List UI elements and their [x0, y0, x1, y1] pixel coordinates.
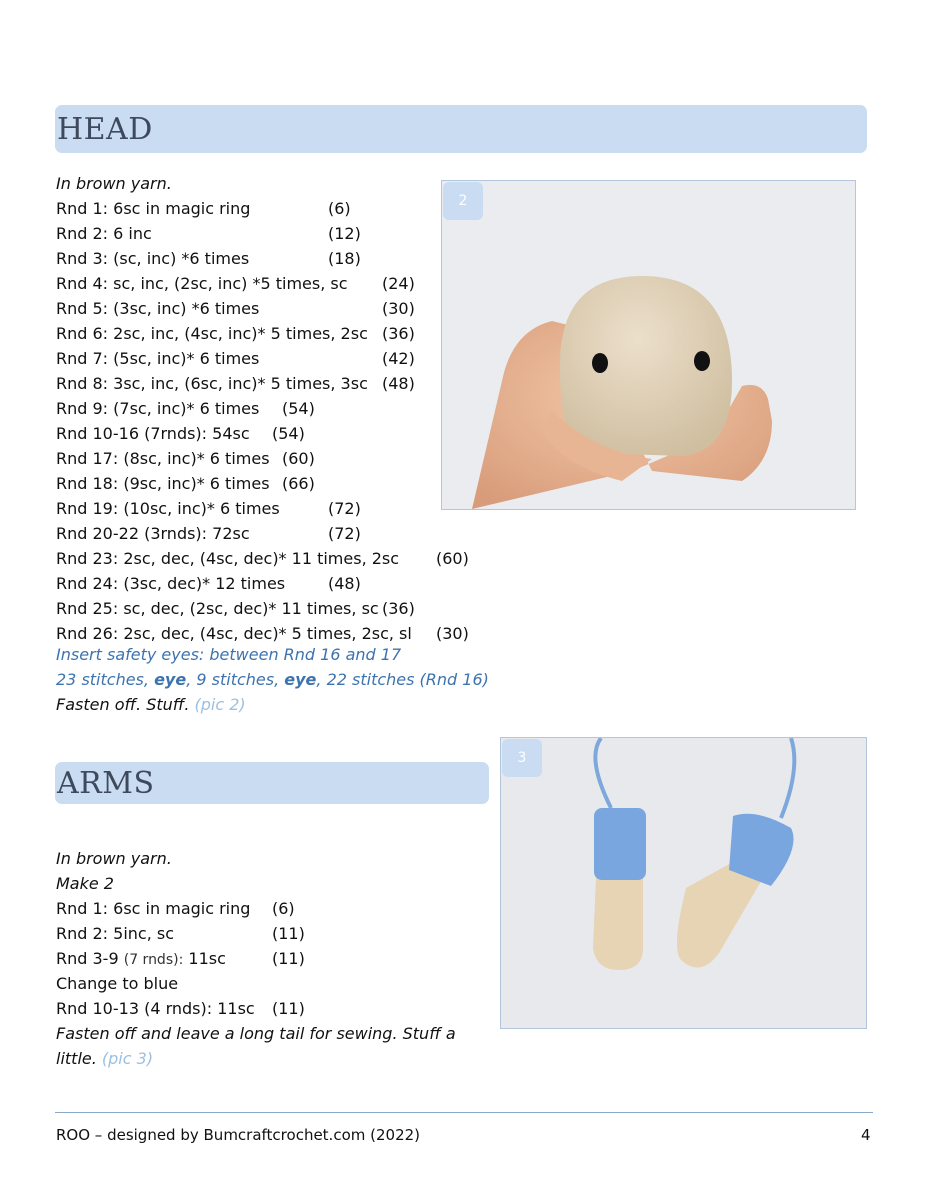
eyes-text-c: , 22 stitches (Rnd 16) — [316, 670, 489, 689]
row-count: (54) — [282, 399, 315, 418]
row-count: (30) — [436, 624, 469, 643]
row-count: (11) — [272, 999, 305, 1018]
row-text: Rnd 5: (3sc, inc) *6 times — [56, 299, 260, 318]
row-count: (6) — [272, 899, 295, 918]
row-text: Rnd 4: sc, inc, (2sc, inc) *5 times, sc — [56, 274, 348, 293]
head-title: HEAD — [57, 111, 153, 147]
row-text: Rnd 24: (3sc, dec)* 12 times — [56, 574, 286, 593]
arms-row — [56, 999, 305, 1019]
row-text: Rnd 3-9 — [56, 949, 119, 968]
arms-row — [56, 949, 305, 970]
eyes-instruction-1: Insert safety eyes: between Rnd 16 and 17 — [56, 645, 402, 664]
row-count: (54) — [272, 424, 305, 443]
pic-reference: (pic 2) — [194, 695, 246, 714]
eye-word: eye — [284, 670, 317, 689]
eyes-text-b: , 9 stitches, — [186, 670, 285, 689]
eye-word: eye — [154, 670, 187, 689]
footer-credit: ROO – designed by Bumcraftcrochet.com (2022) — [56, 1126, 421, 1144]
row-text: Rnd 8: 3sc, inc, (6sc, inc)* 5 times, 3sc — [56, 374, 368, 393]
arms-photo — [500, 737, 867, 1029]
row-text: Rnd 20-22 (3rnds): 72sc — [56, 524, 250, 543]
row-text: Rnd 6: 2sc, inc, (4sc, inc)* 5 times, 2sc — [56, 324, 368, 343]
arms-row — [56, 924, 305, 944]
row-text: 11sc — [188, 949, 226, 968]
row-text: Rnd 2: 6 inc — [56, 224, 152, 243]
row-count: (60) — [282, 449, 315, 468]
row-text: Rnd 19: (10sc, inc)* 6 times — [56, 499, 280, 518]
arms-fasten-2 — [56, 1049, 153, 1069]
arms-fasten-text: little. — [56, 1049, 97, 1068]
row-text: Rnd 25: sc, dec, (2sc, dec)* 11 times, sc — [56, 599, 379, 618]
photo-badge: 2 — [443, 182, 483, 220]
footer-divider — [55, 1112, 873, 1113]
row-text: Rnd 18: (9sc, inc)* 6 times — [56, 474, 270, 493]
arms-change-color: Change to blue — [56, 974, 179, 993]
arms-intro: In brown yarn. — [56, 849, 172, 868]
row-text: Rnd 9: (7sc, inc)* 6 times — [56, 399, 260, 418]
row-text: Rnd 10-13 (4 rnds): 11sc — [56, 999, 255, 1018]
eyes-text-a: 23 stitches, — [56, 670, 155, 689]
row-text: Rnd 17: (8sc, inc)* 6 times — [56, 449, 270, 468]
crochet-arms-image — [501, 738, 866, 1028]
row-text: Rnd 7: (5sc, inc)* 6 times — [56, 349, 260, 368]
row-count: (11) — [272, 949, 305, 968]
head-intro: In brown yarn. — [56, 174, 172, 193]
row-text: Rnd 1: 6sc in magic ring — [56, 199, 251, 218]
arms-fasten-1: Fasten off and leave a long tail for sewing. Stuff a — [56, 1024, 456, 1043]
row-count: (24) — [382, 274, 415, 293]
row-text: Rnd 2: 5inc, sc — [56, 924, 175, 943]
row-count: (42) — [382, 349, 415, 368]
row-count: (72) — [328, 524, 361, 543]
row-text: Rnd 10-16 (7rnds): 54sc — [56, 424, 250, 443]
arms-make: Make 2 — [56, 874, 114, 893]
row-note: (7 rnds): — [123, 952, 184, 968]
row-count: (12) — [328, 224, 361, 243]
row-text: Rnd 1: 6sc in magic ring — [56, 899, 251, 918]
head-photo — [441, 180, 856, 510]
row-count: (6) — [328, 199, 351, 218]
photo-badge: 3 — [502, 739, 542, 777]
row-count: (36) — [382, 599, 415, 618]
arms-instructions — [56, 0, 496, 1080]
head-fasten-text: Fasten off. Stuff. — [56, 695, 190, 714]
row-text: Rnd 26: 2sc, dec, (4sc, dec)* 5 times, 2sc, sl — [56, 624, 412, 643]
row-count: (18) — [328, 249, 361, 268]
row-count: (48) — [328, 574, 361, 593]
crochet-head-image — [442, 181, 855, 509]
row-count: (66) — [282, 474, 315, 493]
page-number: 4 — [861, 1126, 871, 1144]
row-text: Rnd 23: 2sc, dec, (4sc, dec)* 11 times, 2sc — [56, 549, 400, 568]
row-count: (72) — [328, 499, 361, 518]
arms-row — [56, 899, 295, 919]
row-count: (11) — [272, 924, 305, 943]
arms-title: ARMS — [57, 765, 155, 801]
row-count: (36) — [382, 324, 415, 343]
row-count: (48) — [382, 374, 415, 393]
row-count: (30) — [382, 299, 415, 318]
pic-reference: (pic 3) — [101, 1049, 154, 1068]
row-text: Rnd 3: (sc, inc) *6 times — [56, 249, 250, 268]
row-count: (60) — [436, 549, 469, 568]
